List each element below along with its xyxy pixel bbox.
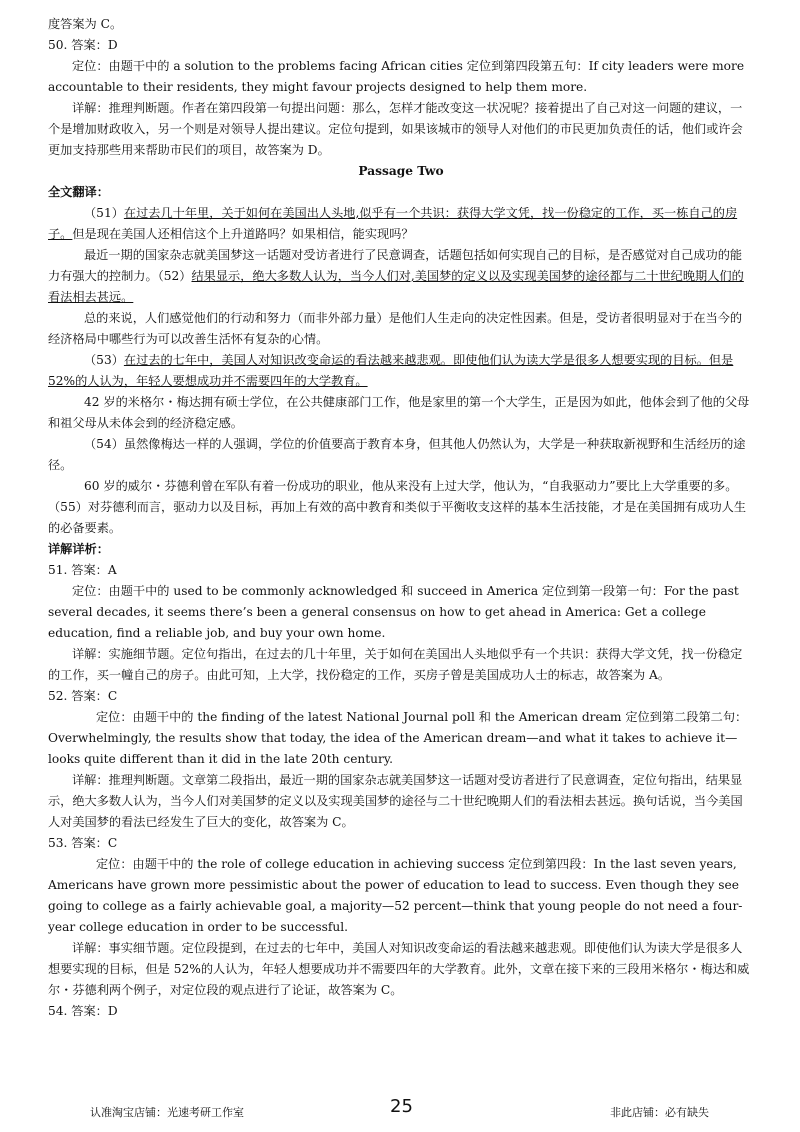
para-2-text: 最近一期的国家杂志就美国梦这一话题对受访者进行了民意调查，话题包括如何实现自己的目标，是否感觉对自己成功的能力有强大的控制力。（52） — [48, 248, 743, 283]
translation-para-6: （54）虽然像梅达一样的人强调，学位的价值要高于教育本身，但其他人仍然认为，大学是一种获取新视野和生活经历的途径。 — [48, 437, 746, 472]
explain-52: 详解：推理判断题。文章第二段指出，最近一期的国家杂志就美国梦这一话题对受访者进行了民意调查，定位句指出，结果显示，绝大多数人认为，当今人们对美国梦的定义以及实现美国梦的途径与二十世纪晚期人们的看法相去甚远。换句话说，当今美国人对美国梦的看法已经发生了巨大的变化，故答案为 C。 — [48, 773, 743, 829]
locate-50: 定位：由题干中的 a solution to the problems facing African cities 定位到第四段第五句：If city leaders were more accountable to their residents, they might favour projects designed to help them more. — [48, 59, 745, 94]
section-heading-analysis: 详解详析： — [48, 542, 109, 556]
answer-52: 52. 答案：C — [48, 689, 118, 703]
underlined-53: 在过去的七年中，美国人对知识改变命运的看法越来越悲观。即使他们认为读大学是很多人想要实现的目标。但是 52%的人认为，年轻人要想成功并不需要四年的大学教育。 — [48, 353, 734, 388]
text-line: 度答案为 C。 — [48, 17, 123, 31]
translation-para-7: 60 岁的威尔・芬德利曾在军队有着一份成功的职业，他从来没有上过大学，他认为，“自我驱动力”要比上大学重要的多。（55）对芬德利而言，驱动力以及目标，再加上有效的高中教育和类似于平衡收支这样的基本生活技能，才是在美国拥有成功人生的必备要素。 — [48, 479, 747, 535]
locate-51: 定位：由题干中的 used to be commonly acknowledged 和 succeed in America 定位到第一段第一句：For the past several decades, it seems there’s been a general consensus on how to get ahead in America: Get a college education, find a reliable job, and buy your own home. — [48, 584, 739, 640]
answer-51: 51. 答案：A — [48, 563, 117, 577]
explain-50: 详解：推理判断题。作者在第四段第一句提出问题：那么，怎样才能改变这一状况呢？接着提出了自己对这一问题的建议，一个是增加财政收入，另一个则是对领导人提出建议。定位句提到，如果该城市的领导人对他们的市民更加负责任的话，他们或许会更加支持那些用来帮助市民们的项目，故答案为 D。 — [48, 101, 743, 157]
answer-53: 53. 答案：C — [48, 836, 118, 850]
underlined-52: 结果显示，绝大多数人认为，当今人们对,美国梦的定义以及实现美国梦的途径都与二十世纪晚期人们的看法相去甚远。 — [48, 269, 744, 304]
footer-warning: 非此店铺：必有缺失 — [610, 1106, 709, 1119]
translation-para-2 — [48, 245, 754, 308]
document-body — [48, 14, 754, 1022]
page-footer — [0, 1096, 800, 1126]
passage-title: Passage Two — [358, 164, 444, 178]
translation-para-5: 42 岁的米格尔・梅达拥有硕士学位，在公共健康部门工作，他是家里的第一个大学生，正是因为如此，他体会到了他的父母和祖父母从未体会到的经济稳定感。 — [48, 395, 750, 430]
footer-shop-note: 认准淘宝店铺：光速考研工作室 — [90, 1106, 244, 1119]
answer-50: 50. 答案：D — [48, 38, 118, 52]
para-1-rest: 但是现在美国人还相信这个上升道路吗？如果相信，能实现吗？ — [72, 227, 414, 241]
marker-51: （51） — [84, 206, 124, 220]
marker-53: （53） — [84, 353, 124, 367]
locate-52: 定位：由题干中的 the finding of the latest National Journal poll 和 the American dream 定位到第二段第二句：Overwhelmingly, the results show that today, the idea of the American dream—and what it takes to achieve it—looks quite different than it did in the late 20th century. — [48, 710, 748, 766]
locate-53: 定位：由题干中的 the role of college education in achieving success 定位到第四段：In the last seven years, Americans have grown more pessimistic about the power of education to lead to success. Even though they see going to college as a fairly achievable goal, a majority—52 percent—think that young people do not need a four-year college education in order to be successful. — [48, 857, 743, 934]
section-heading-translation: 全文翻译： — [48, 185, 109, 199]
underlined-51: 在过去几十年里，关于如何在美国出人头地,似乎有一个共识：获得大学文凭，找一份稳定的工作，买一栋自己的房子。 — [48, 206, 738, 241]
translation-para-1 — [48, 203, 754, 245]
translation-para-4 — [48, 350, 754, 392]
explain-53: 详解：事实细节题。定位段提到，在过去的七年中，美国人对知识改变命运的看法越来越悲观。即使他们认为读大学是很多人想要实现的目标，但是 52%的人认为，年轻人想要成功并不需要四年的大学教育。此外，文章在接下来的三段用米格尔・梅达和威尔・芬德利两个例子，对定位段的观点进行了论证，故答案为 C。 — [48, 941, 750, 997]
answer-54: 54. 答案：D — [48, 1004, 118, 1018]
translation-para-3: 总的来说，人们感觉他们的行动和努力（而非外部力量）是他们人生走向的决定性因素。但是，受访者很明显对于在当今的经济格局中哪些行为可以改善生活怀有复杂的心情。 — [48, 311, 743, 346]
explain-51: 详解：实施细节题。定位句指出，在过去的几十年里，关于如何在美国出人头地似乎有一个共识：获得大学文凭，找一份稳定的工作，买一幢自己的房子。由此可知，上大学，找份稳定的工作，买房子曾是美国成功人士的标志，故答案为 A。 — [48, 647, 743, 682]
page-number: 25 — [390, 1096, 413, 1117]
